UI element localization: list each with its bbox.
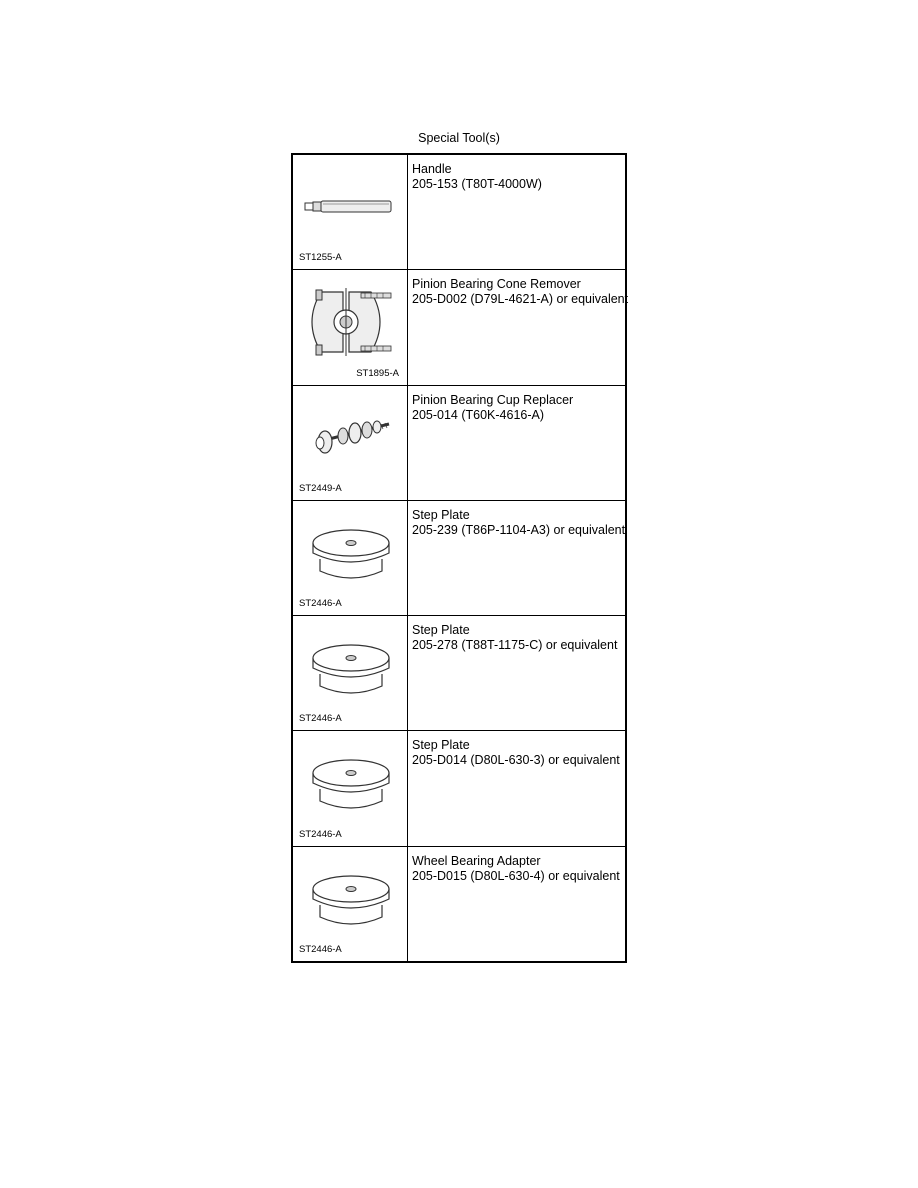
tool-image-cell [293, 731, 408, 845]
tool-image-cell [293, 847, 408, 961]
table-caption: Special Tool(s) [418, 131, 500, 145]
tool-name: Step Plate [412, 623, 470, 638]
tool-image-cell [293, 270, 408, 384]
tool-image-cell [293, 155, 408, 269]
tool-number: 205-014 (T60K-4616-A) [412, 407, 545, 422]
tool-number: 205-D015 (D80L-630-4) or equivalent [412, 868, 620, 883]
tool-row-step-plate-2 [293, 616, 625, 731]
tool-number: 205-D002 (D79L-4621-A) or equivalent [412, 292, 629, 307]
tool-row-cone-remover [293, 270, 629, 385]
tool-name: Step Plate [412, 738, 470, 753]
tool-name: Wheel Bearing Adapter [412, 853, 541, 868]
tool-code: ST2446-A [299, 828, 342, 840]
tool-description [408, 155, 625, 269]
tool-description [408, 501, 625, 615]
tool-description [408, 731, 625, 845]
tool-name: Step Plate [412, 507, 470, 522]
tool-description [408, 616, 625, 730]
tool-row-handle [293, 155, 625, 270]
tool-row-step-plate-1 [293, 501, 625, 616]
tool-row-wheel-bearing-adapter [293, 847, 625, 961]
tool-description [408, 847, 625, 961]
tool-code: ST1255-A [299, 252, 342, 264]
tool-number: 205-153 (T80T-4000W) [412, 177, 542, 191]
tool-name: Handle [412, 162, 452, 176]
tool-code: ST1895-A [356, 367, 399, 379]
tool-number: 205-239 (T86P-1104-A3) or equivalent [412, 522, 626, 537]
tool-row-cup-replacer [293, 386, 625, 501]
special-tools-table [291, 153, 627, 963]
tool-image-cell [293, 501, 408, 615]
tool-code: ST2446-A [299, 713, 342, 725]
tool-code: ST2446-A [299, 943, 342, 955]
tool-name: Pinion Bearing Cup Replacer [412, 392, 574, 407]
tool-description [408, 386, 625, 500]
tool-number: 205-278 (T88T-1175-C) or equivalent [412, 638, 618, 653]
tool-image-cell [293, 616, 408, 730]
tool-code: ST2449-A [299, 482, 342, 494]
tool-number: 205-D014 (D80L-630-3) or equivalent [412, 753, 620, 768]
tool-description [408, 270, 628, 384]
tool-name: Pinion Bearing Cone Remover [412, 277, 581, 292]
tool-row-step-plate-3 [293, 731, 625, 846]
tool-code: ST2446-A [299, 598, 342, 610]
tool-image-cell [293, 386, 408, 500]
